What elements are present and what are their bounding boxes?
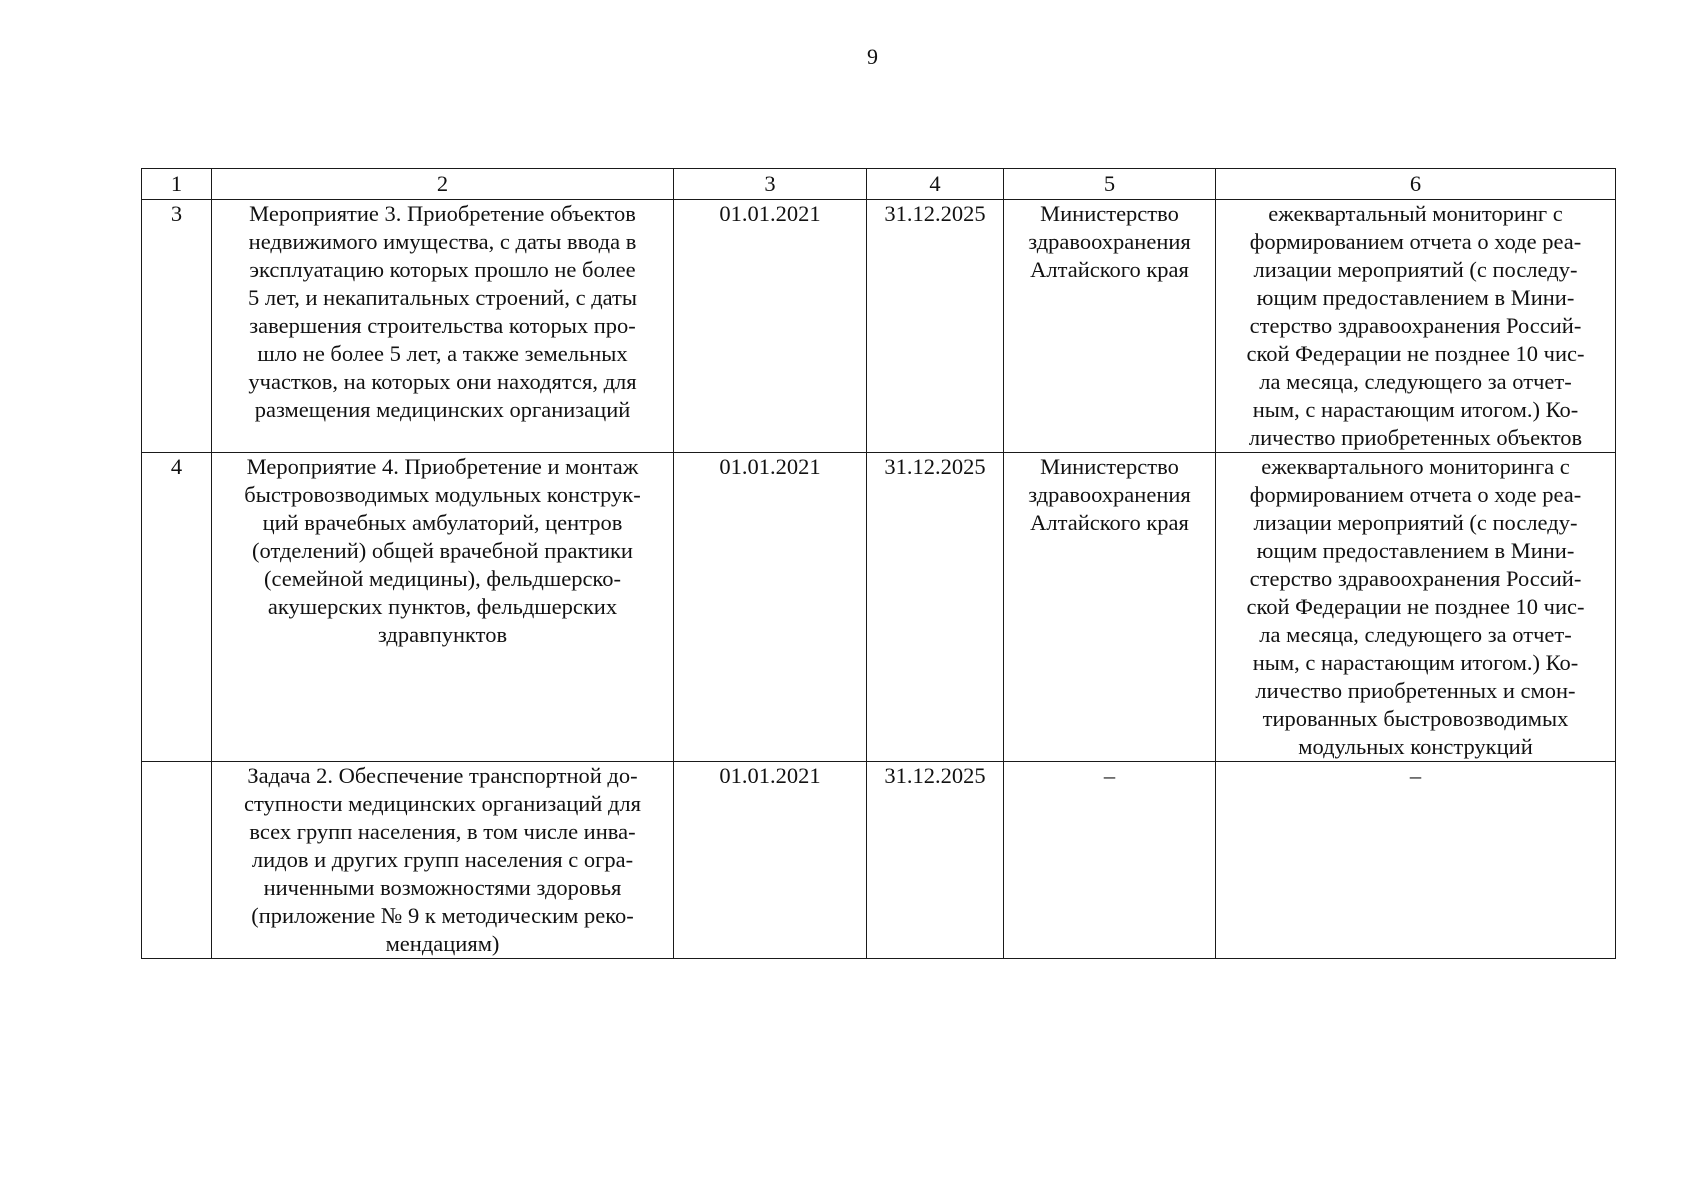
end-date: 31.12.2025 bbox=[867, 453, 1004, 762]
expected-result: – bbox=[1216, 762, 1616, 959]
table-row bbox=[142, 200, 1616, 453]
page-number: 9 bbox=[867, 44, 878, 69]
row-number bbox=[142, 762, 212, 959]
row-number: 4 bbox=[142, 453, 212, 762]
table-row bbox=[142, 762, 1616, 959]
end-date: 31.12.2025 bbox=[867, 200, 1004, 453]
end-date: 31.12.2025 bbox=[867, 762, 1004, 959]
task-name: Задача 2. Обеспечение транспортной до- ступности медицинских организаций для всех групп населения, в том числе инва- лидов и других групп населения с огра- ниченными возможностями здоровья (приложение № 9 к методическим реко- мендациям) bbox=[212, 762, 674, 959]
expected-result: ежеквартальный мониторинг с формированием отчета о ходе реа- лизации мероприятий (с последу- ющим предоставлением в Мини- стерство здравоохранения Россий- ской Федерации не позднее 10 чис- ла месяца, следующего за отчет- ным, с нарастающим итогом.) Ко- личество приобретенных объектов bbox=[1216, 200, 1616, 453]
start-date: 01.01.2021 bbox=[674, 453, 867, 762]
responsible-executor: Министерство здравоохранения Алтайского края bbox=[1004, 453, 1216, 762]
responsible-executor: Министерство здравоохранения Алтайского края bbox=[1004, 200, 1216, 453]
start-date: 01.01.2021 bbox=[674, 200, 867, 453]
column-header-5: 5 bbox=[1004, 169, 1216, 200]
expected-result: ежеквартального мониторинга с формированием отчета о ходе реа- лизации мероприятий (с последу- ющим предоставлением в Мини- стерство здравоохранения Россий- ской Федерации не позднее 10 чис- ла месяца, следующего за отчет- ным, с нарастающим итогом.) Ко- личество приобретенных и смон- тированных быстровозводимых модульных конструкций bbox=[1216, 453, 1616, 762]
column-header-1: 1 bbox=[142, 169, 212, 200]
measure-name: Мероприятие 4. Приобретение и монтаж быстровозводимых модульных конструк- ций врачебных амбулаторий, центров (отделений) общей врачебной практики (семейной медицины), фельдшерско- акушерских пунктов, фельдшерских здравпунктов bbox=[212, 453, 674, 762]
column-header-2: 2 bbox=[212, 169, 674, 200]
column-header-6: 6 bbox=[1216, 169, 1616, 200]
measure-name: Мероприятие 3. Приобретение объектов недвижимого имущества, с даты ввода в эксплуатацию которых прошло не более 5 лет, и некапитальных строений, с даты завершения строительства которых про- шло не более 5 лет, а также земельных участков, на которых они находятся, для размещения медицинских организаций bbox=[212, 200, 674, 453]
column-header-3: 3 bbox=[674, 169, 867, 200]
measures-table bbox=[141, 168, 1616, 959]
table-row bbox=[142, 453, 1616, 762]
start-date: 01.01.2021 bbox=[674, 762, 867, 959]
column-header-4: 4 bbox=[867, 169, 1004, 200]
responsible-executor: – bbox=[1004, 762, 1216, 959]
table-header-row bbox=[142, 169, 1616, 200]
row-number: 3 bbox=[142, 200, 212, 453]
